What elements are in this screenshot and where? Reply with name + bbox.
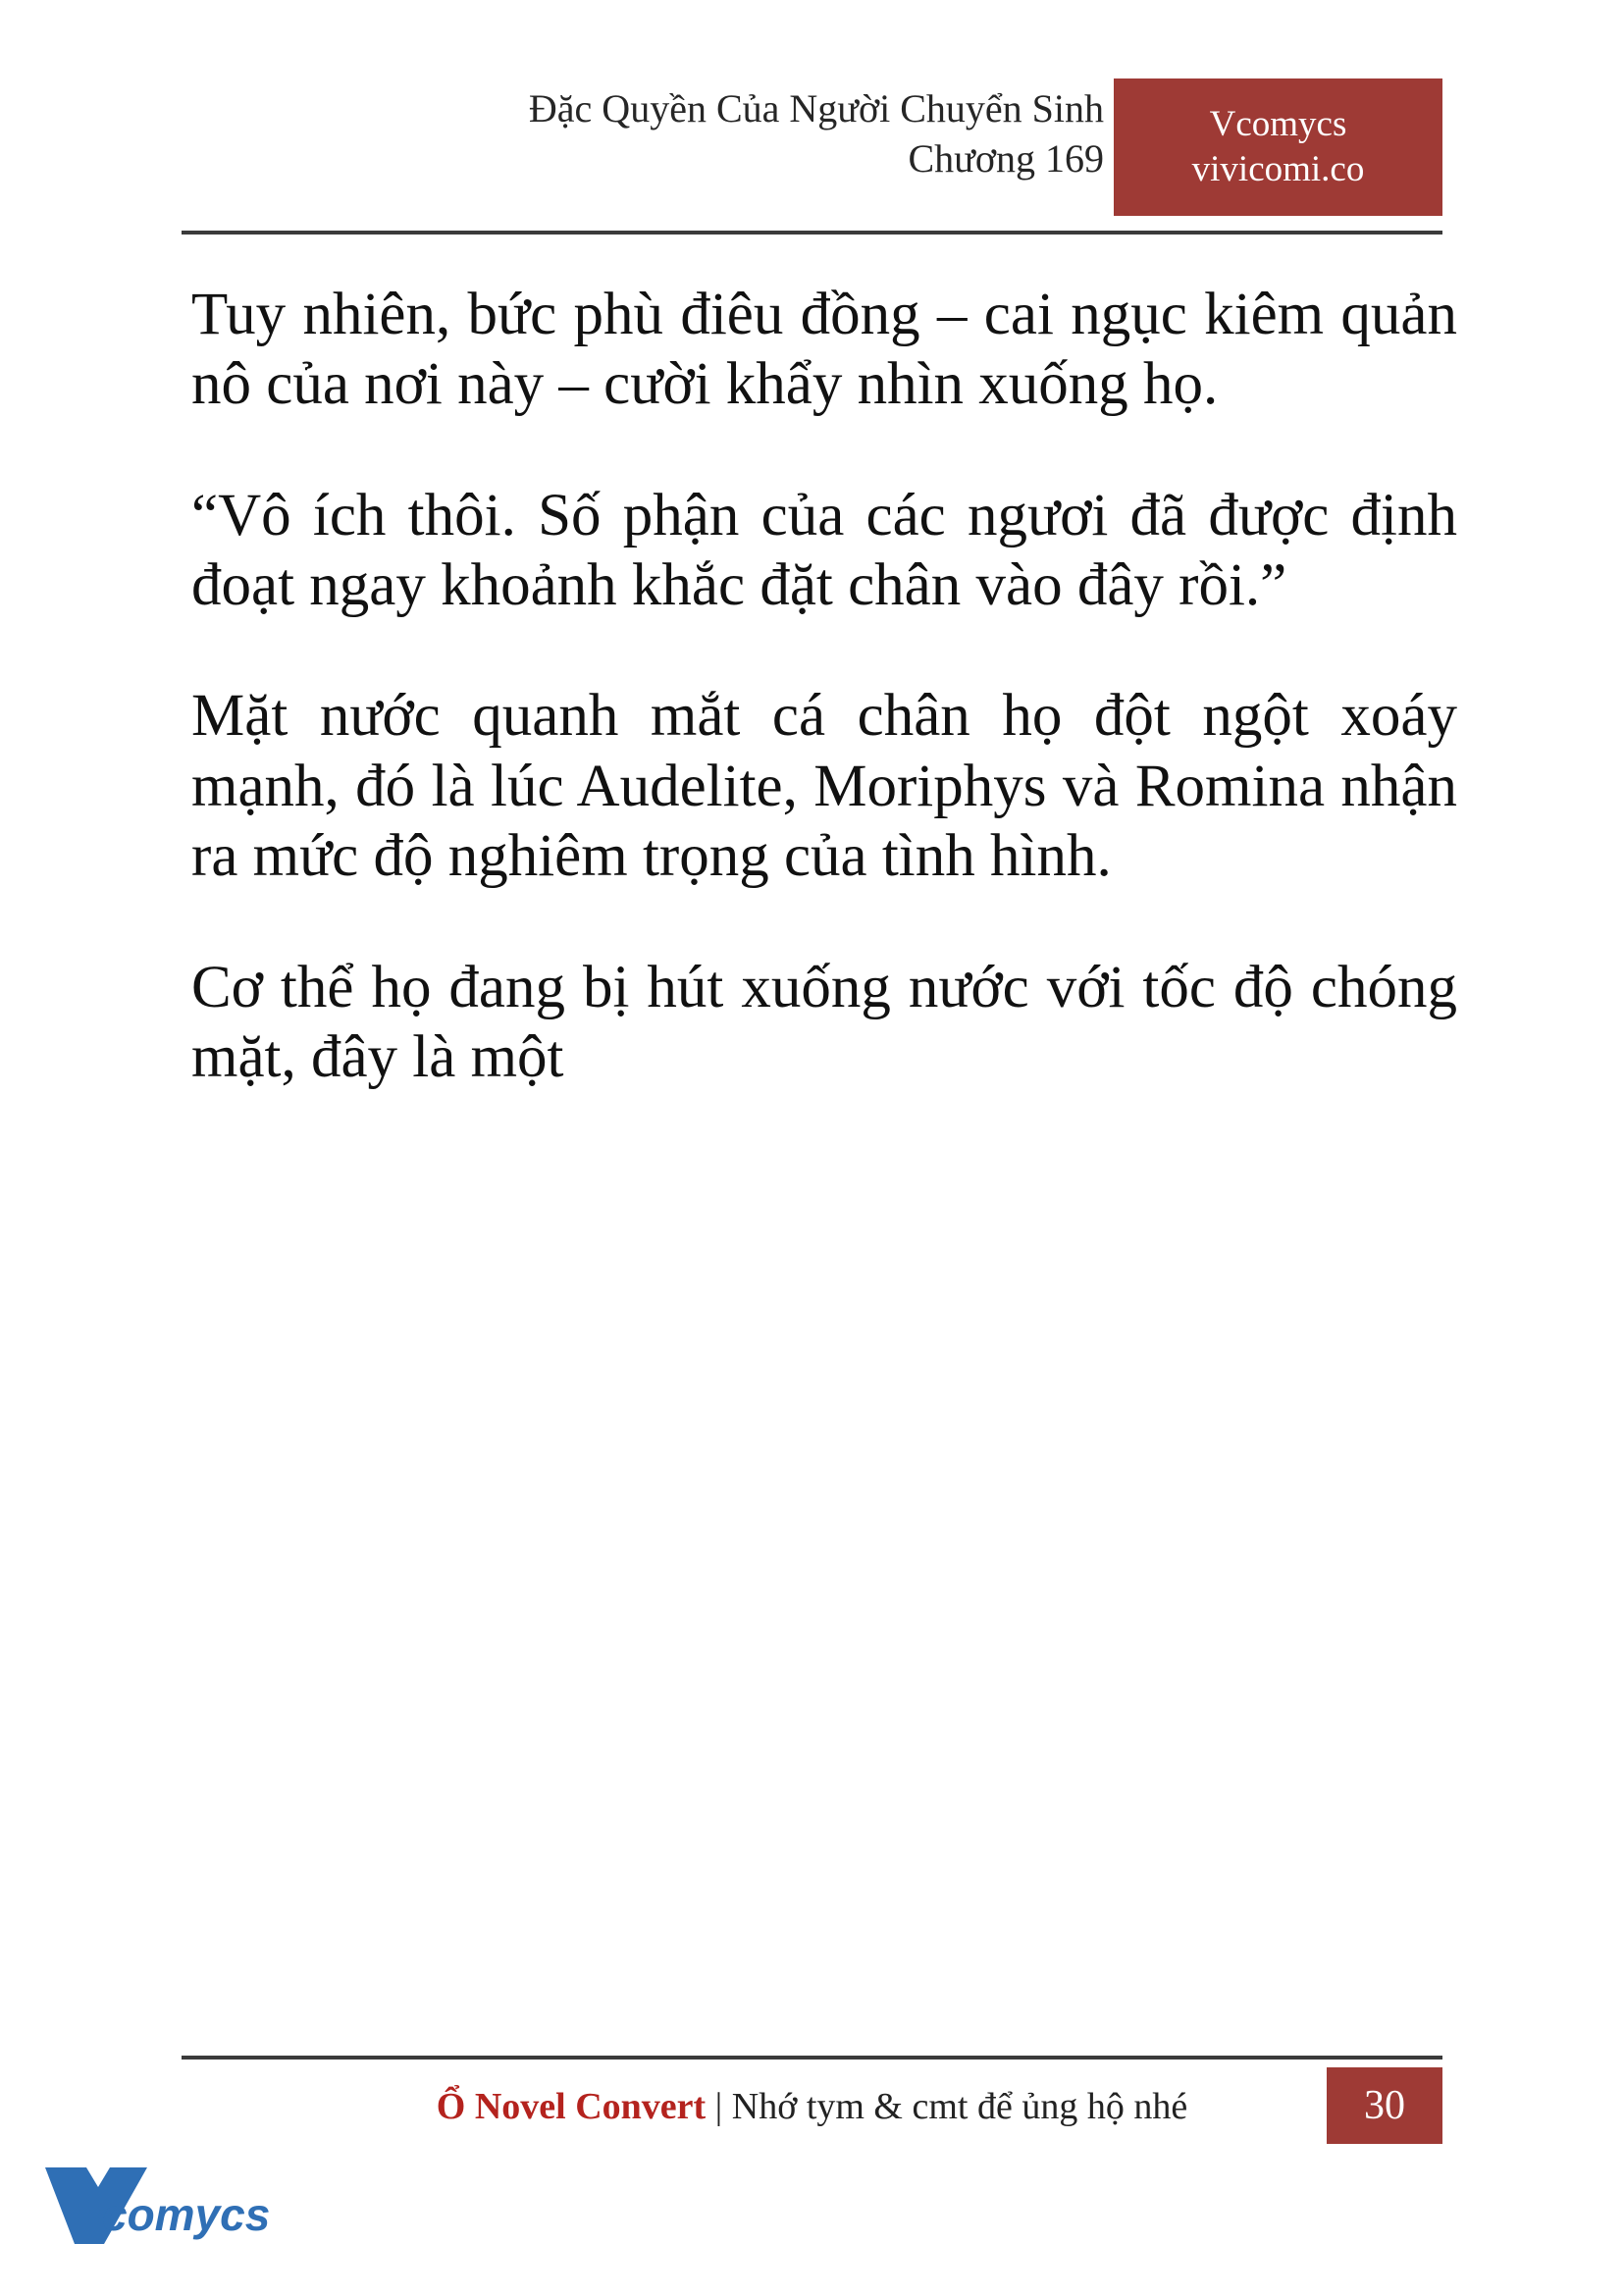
site-badge xyxy=(1114,78,1442,216)
footer-divider xyxy=(182,2056,1442,2060)
page-header xyxy=(182,83,1442,231)
site-badge-name: Vcomycs xyxy=(1209,103,1347,144)
vcomycs-watermark-logo xyxy=(39,2154,285,2262)
header-title-block xyxy=(529,83,1104,183)
footer-brand: Ổ Novel Convert xyxy=(436,2086,707,2127)
chapter-label: Chương 169 xyxy=(908,136,1104,182)
footer-separator: | xyxy=(714,2086,723,2127)
page-content xyxy=(191,280,1457,1092)
page-number-badge: 30 xyxy=(1327,2067,1442,2144)
paragraph: “Vô ích thôi. Số phận của các ngươi đã được định đoạt ngay khoảnh khắc đặt chân vào đây rồi.” xyxy=(191,482,1457,619)
novel-title: Đặc Quyền Của Người Chuyển Sinh xyxy=(528,86,1104,130)
paragraph: Mặt nước quanh mắt cá chân họ đột ngột xoáy mạnh, đó là lúc Audelite, Moriphys và Romina nhận ra mức độ nghiêm trọng của tình hình. xyxy=(191,683,1457,890)
paragraph: Tuy nhiên, bức phù điêu đồng – cai ngục kiêm quản nô của nơi này – cười khẩy nhìn xuống họ. xyxy=(191,282,1457,418)
footer-text xyxy=(182,2085,1442,2128)
paragraph: Cơ thể họ đang bị hút xuống nước với tốc độ chóng mặt, đây là một xyxy=(191,954,1457,1090)
svg-text:comycs: comycs xyxy=(102,2189,271,2240)
site-badge-url: vivicomi.co xyxy=(1191,149,1365,189)
page-footer xyxy=(182,2075,1442,2146)
header-divider xyxy=(182,231,1442,235)
footer-note: Nhớ tym & cmt để ủng hộ nhé xyxy=(731,2086,1188,2127)
